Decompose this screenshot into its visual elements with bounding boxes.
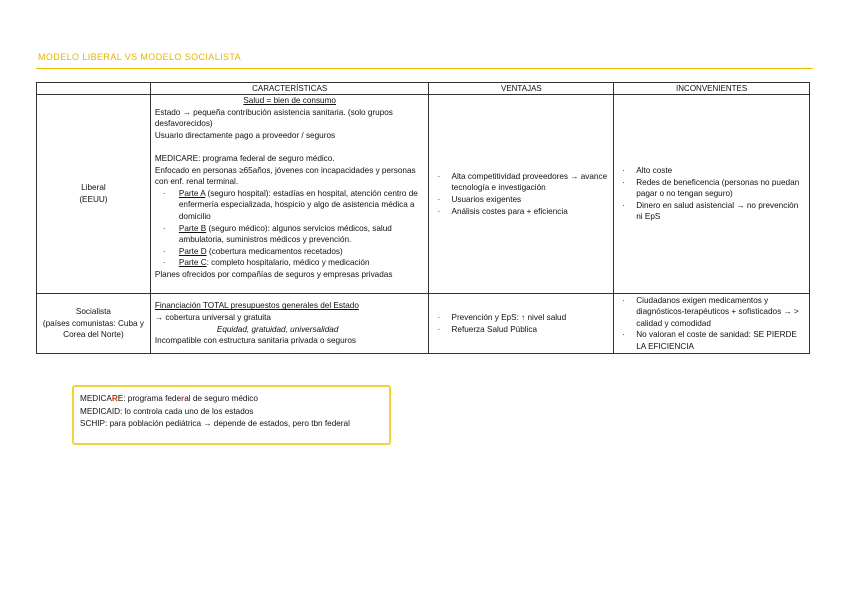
header-empty [37,83,151,95]
socialista-row [37,294,810,354]
liberal-label-country: (EEUU) [79,195,108,204]
list-item: · Dinero en salud asistencial → no prevención ni EpS [618,200,805,223]
liberal-planes: Planes ofrecidos por compañías de seguros y empresas privadas [154,269,393,279]
socialista-label [37,294,151,354]
liberal-ventajas-list [433,171,609,217]
list-item: · Ciudadanos exigen medicamentos y diagnósticos-terapéuticos + sofisticados → > calidad y comodidad [618,295,805,330]
liberal-label [37,95,151,294]
liberal-label-name: Liberal [81,183,106,193]
liberal-caracteristicas [150,95,429,294]
medicare-parts-list [155,188,425,269]
header-row [37,83,810,95]
header-ventajas: VENTAJAS [429,83,614,95]
page-title: MODELO LIBERAL VS MODELO SOCIALISTA [38,52,242,62]
liberal-estado: Estado → pequeña contribución asistencia sanitaria. (solo grupos desfavorecidos) [154,107,393,129]
socialista-inconvenientes [614,294,810,354]
socialista-caracteristicas [150,294,429,354]
socialista-incompatible: Incompatible con estructura sanitaria privada o seguros [154,336,357,346]
list-item: · Prevención y EpS: ↑ nivel salud [433,312,609,324]
list-item: · No valoran el coste de sanidad: SE PIERDE LA EFICIENCIA [618,329,805,352]
liberal-salud: Salud = bien de consumo [243,96,336,105]
list-item: · Usuarios exigentes [433,194,609,206]
liberal-ventajas [429,95,614,294]
list-item: · Redes de beneficencia (personas no puedan pagar o no tengan seguro) [618,177,805,200]
socialista-ventajas [429,294,614,354]
parte-b-item: · Parte B (seguro médico): algunos servicios médicos, salud ambulatoria, suministros médicos y prevención. [155,223,425,246]
parte-a-item: · Parte A (seguro hospital): estadías en hospital, atención centro de enfermería especializada, hospicio y algo de asistencia médica a domicilio [155,188,425,223]
socialista-equidad: Equidad, gratuidad, universalidad [216,324,339,334]
parte-d-item: · Parte D (cobertura medicamentos recetados) [155,246,425,258]
socialista-label-name: Socialista [75,307,111,317]
medicare-note-box [72,385,391,445]
title-divider [36,68,813,69]
liberal-enfocado: Enfocado en personas ≥65años, jóvenes con incapacidades y personas con enf. renal terminal. [154,165,416,187]
socialista-label-countries: (países comunistas: Cuba y Corea del Norte) [42,318,144,340]
note-medicaid: MEDICAID: lo controla cada uno de los estados [80,406,254,416]
list-item: · Refuerza Salud Pública [433,324,609,336]
list-item: · Análisis costes para + eficiencia [433,206,609,218]
liberal-inconvenientes-list [618,165,805,223]
parte-c-item: · Parte C: completo hospitalario, médico y medicación [155,257,425,269]
socialista-cobertura: → cobertura universal y gratuita [154,312,271,322]
header-caracteristicas: CARACTERÍSTICAS [150,83,429,95]
liberal-inconvenientes [614,95,810,294]
liberal-usuario: Usuario directamente pago a proveedor / seguros [154,130,336,140]
note-schip: SCHIP: para población pediátrica → depende de estados, pero tbn federal [80,419,350,429]
socialista-financiacion: Financiación TOTAL presupuestos generales del Estado [154,301,359,311]
liberal-medicare: MEDICARE: programa federal de seguro médico. [154,153,335,163]
socialista-ventajas-list [433,312,609,335]
list-item: · Alto coste [618,165,805,177]
header-inconvenientes: INCONVENIENTES [614,83,810,95]
note-medicare: MEDICARE: programa federal de seguro médico [80,394,258,403]
liberal-row [37,95,810,294]
comparison-table [36,82,810,354]
socialista-inconvenientes-list [618,295,805,353]
list-item: · Alta competitividad proveedores → avance tecnología e investigación [433,171,609,194]
